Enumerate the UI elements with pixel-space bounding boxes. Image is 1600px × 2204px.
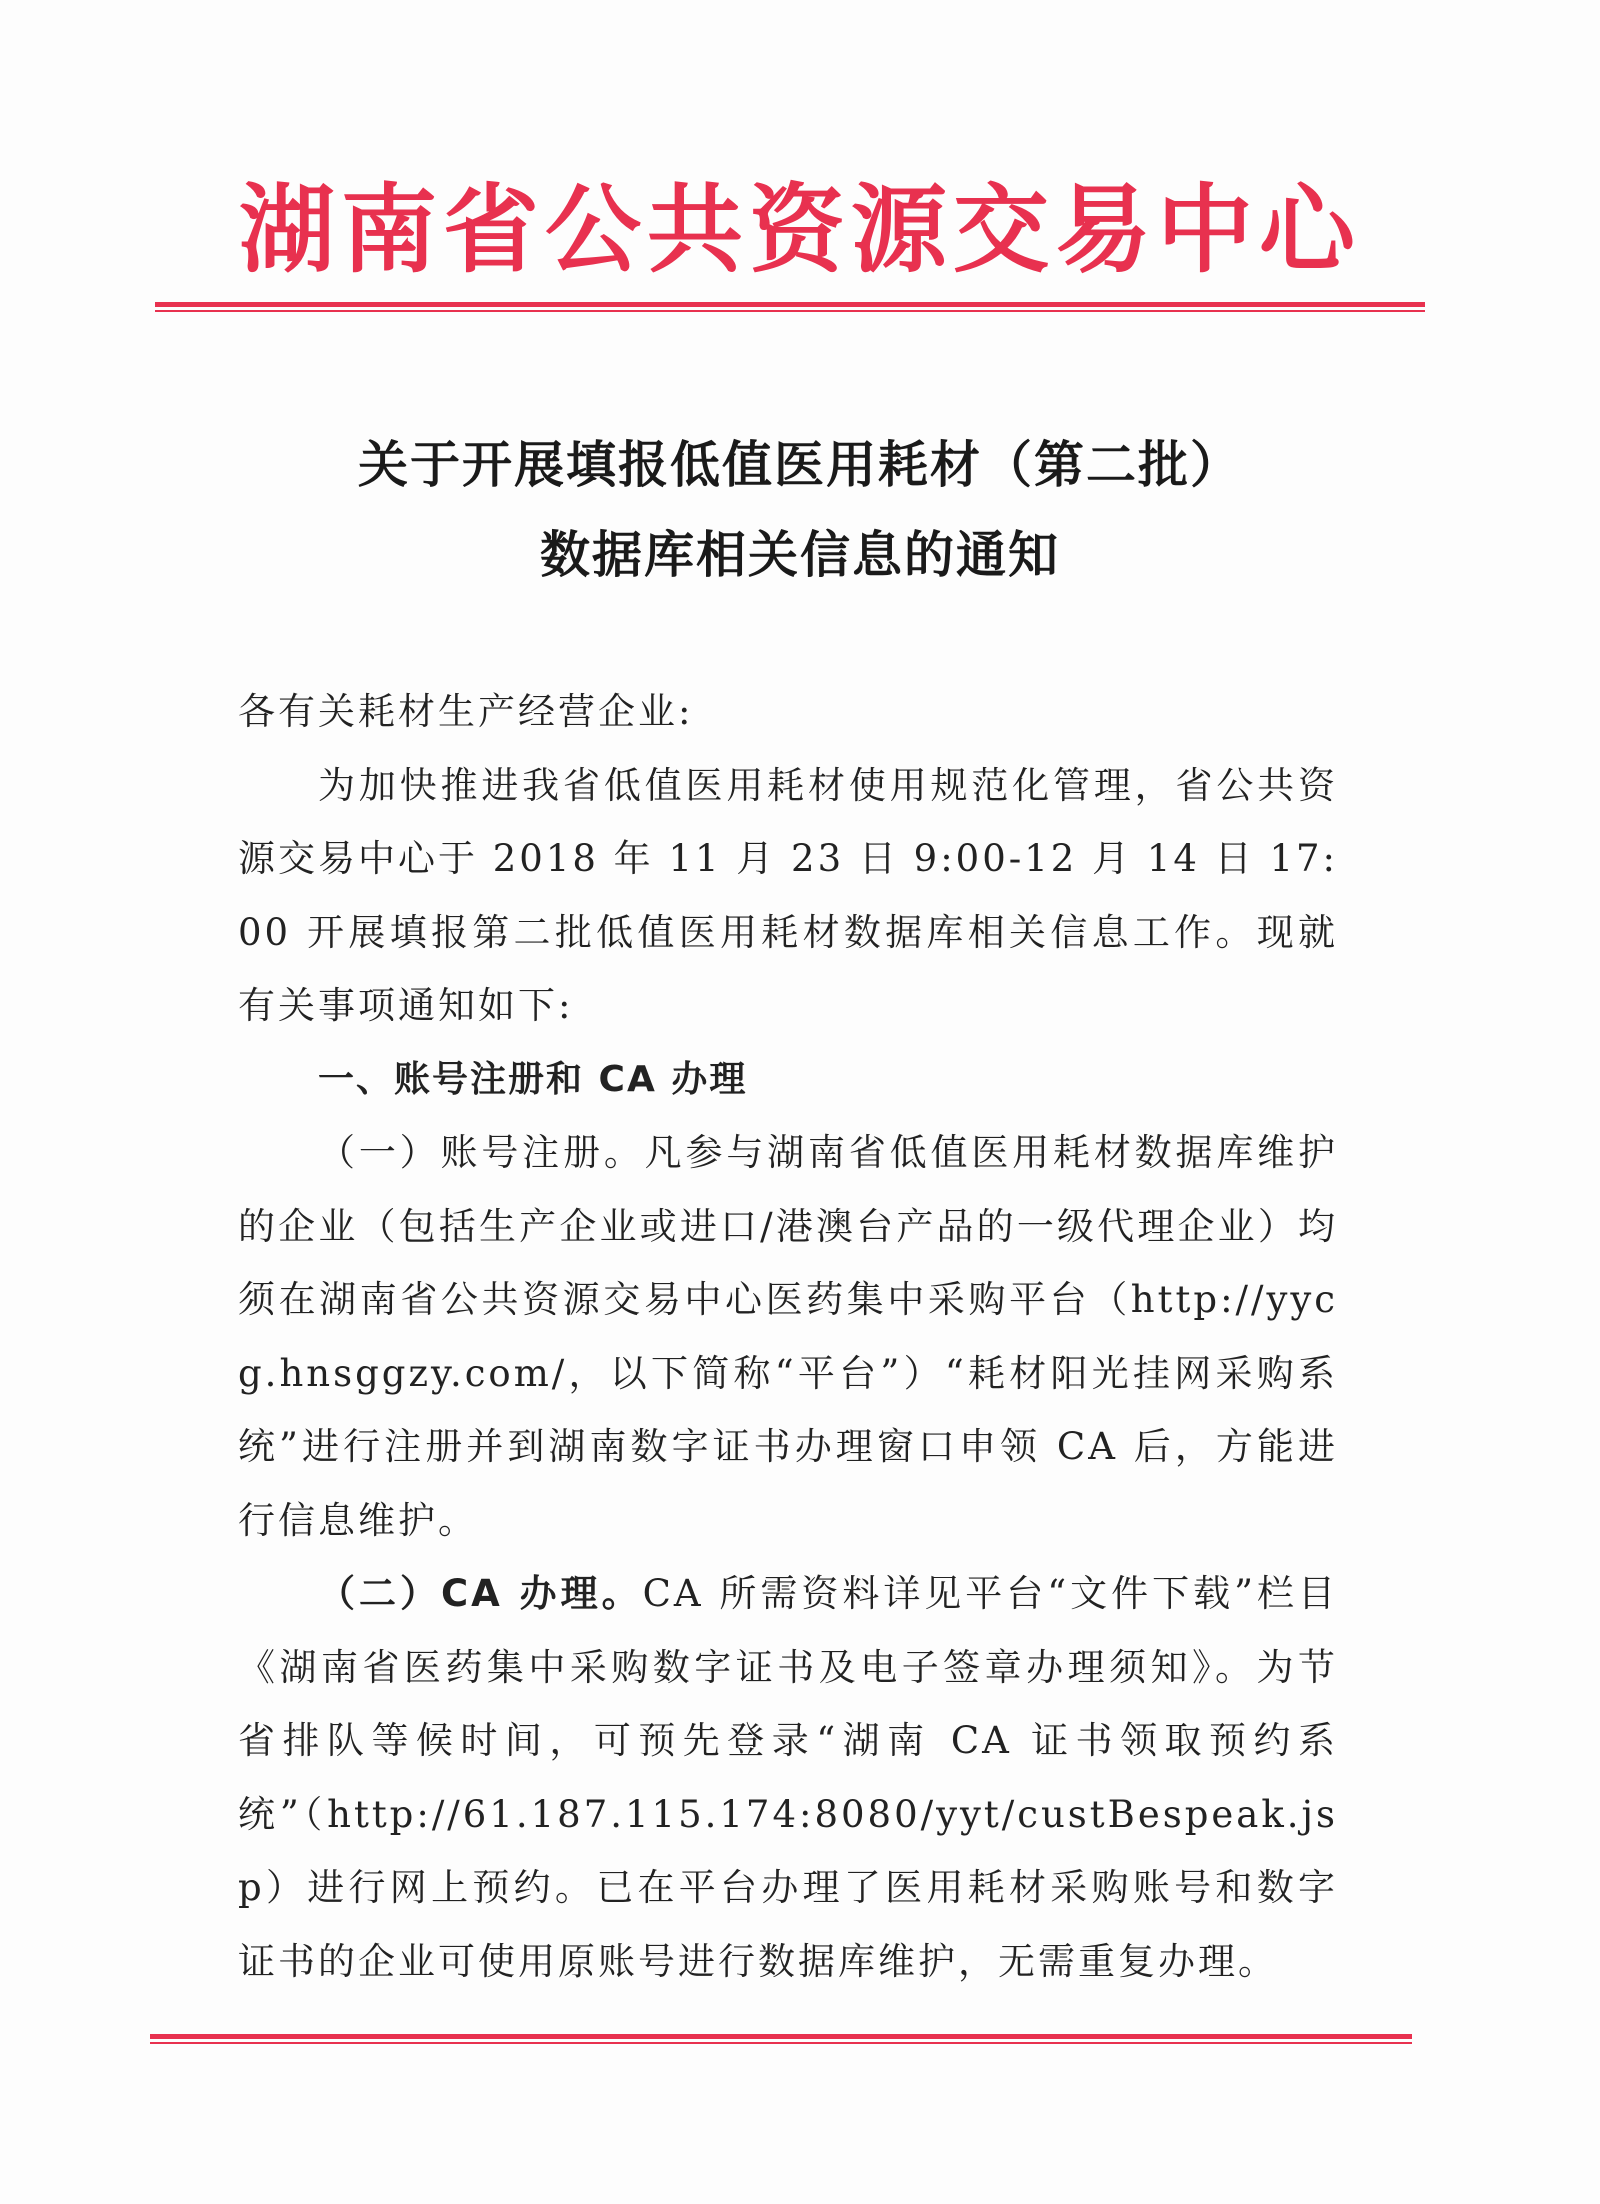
- section-heading: 一、账号注册和 CA 办理: [318, 1058, 748, 1100]
- intro-paragraph: 为加快推进我省低值医用耗材使用规范化管理，省公共资源交易中心于 2018 年 11 月 23 日 9:00-12 月 14 日 17:00 开展填报第二批低值医用耗材数据库相关信息工作。现就有关事项通知如下:: [238, 763, 1338, 1027]
- item-lead: （二）CA 办理。: [318, 1572, 643, 1615]
- organization-header: 湖南省公共资源交易中心: [239, 174, 1361, 286]
- document-body: [238, 675, 1338, 1998]
- salutation: 各有关耗材生产经营企业:: [238, 690, 694, 733]
- document-title-line1: 关于开展填报低值医用耗材（第二批）: [358, 435, 1242, 494]
- document-title-line2: 数据库相关信息的通知: [540, 525, 1060, 584]
- item-ca-application: [238, 1557, 1338, 1998]
- item-text: CA 所需资料详见平台“文件下载”栏目《湖南省医药集中采购数字证书及电子签章办理须知》。为节省排队等候时间，可预先登录“湖南 CA 证书领取预约系统”（http://61.187.115.174:8080/yyt/custBespeak.jsp）进行网上预约。已在平台办理了医用耗材采购账号和数字证书的企业可使用原账号进行数据库维护，无需重复办理。: [238, 1572, 1339, 1983]
- item-text: 凡参与湖南省低值医用耗材数据库维护的企业（包括生产企业或进口/港澳台产品的一级代理企业）均须在湖南省公共资源交易中心医药集中采购平台（http://yycg.hnsggzy.com/，以下简称“平台”）“耗材阳光挂网采购系统”进行注册并到湖南数字证书办理窗口申领 CA 后，方能进行信息维护。: [238, 1131, 1339, 1542]
- item-account-registration: [238, 1116, 1338, 1557]
- item-lead: （一）账号注册。: [318, 1131, 645, 1174]
